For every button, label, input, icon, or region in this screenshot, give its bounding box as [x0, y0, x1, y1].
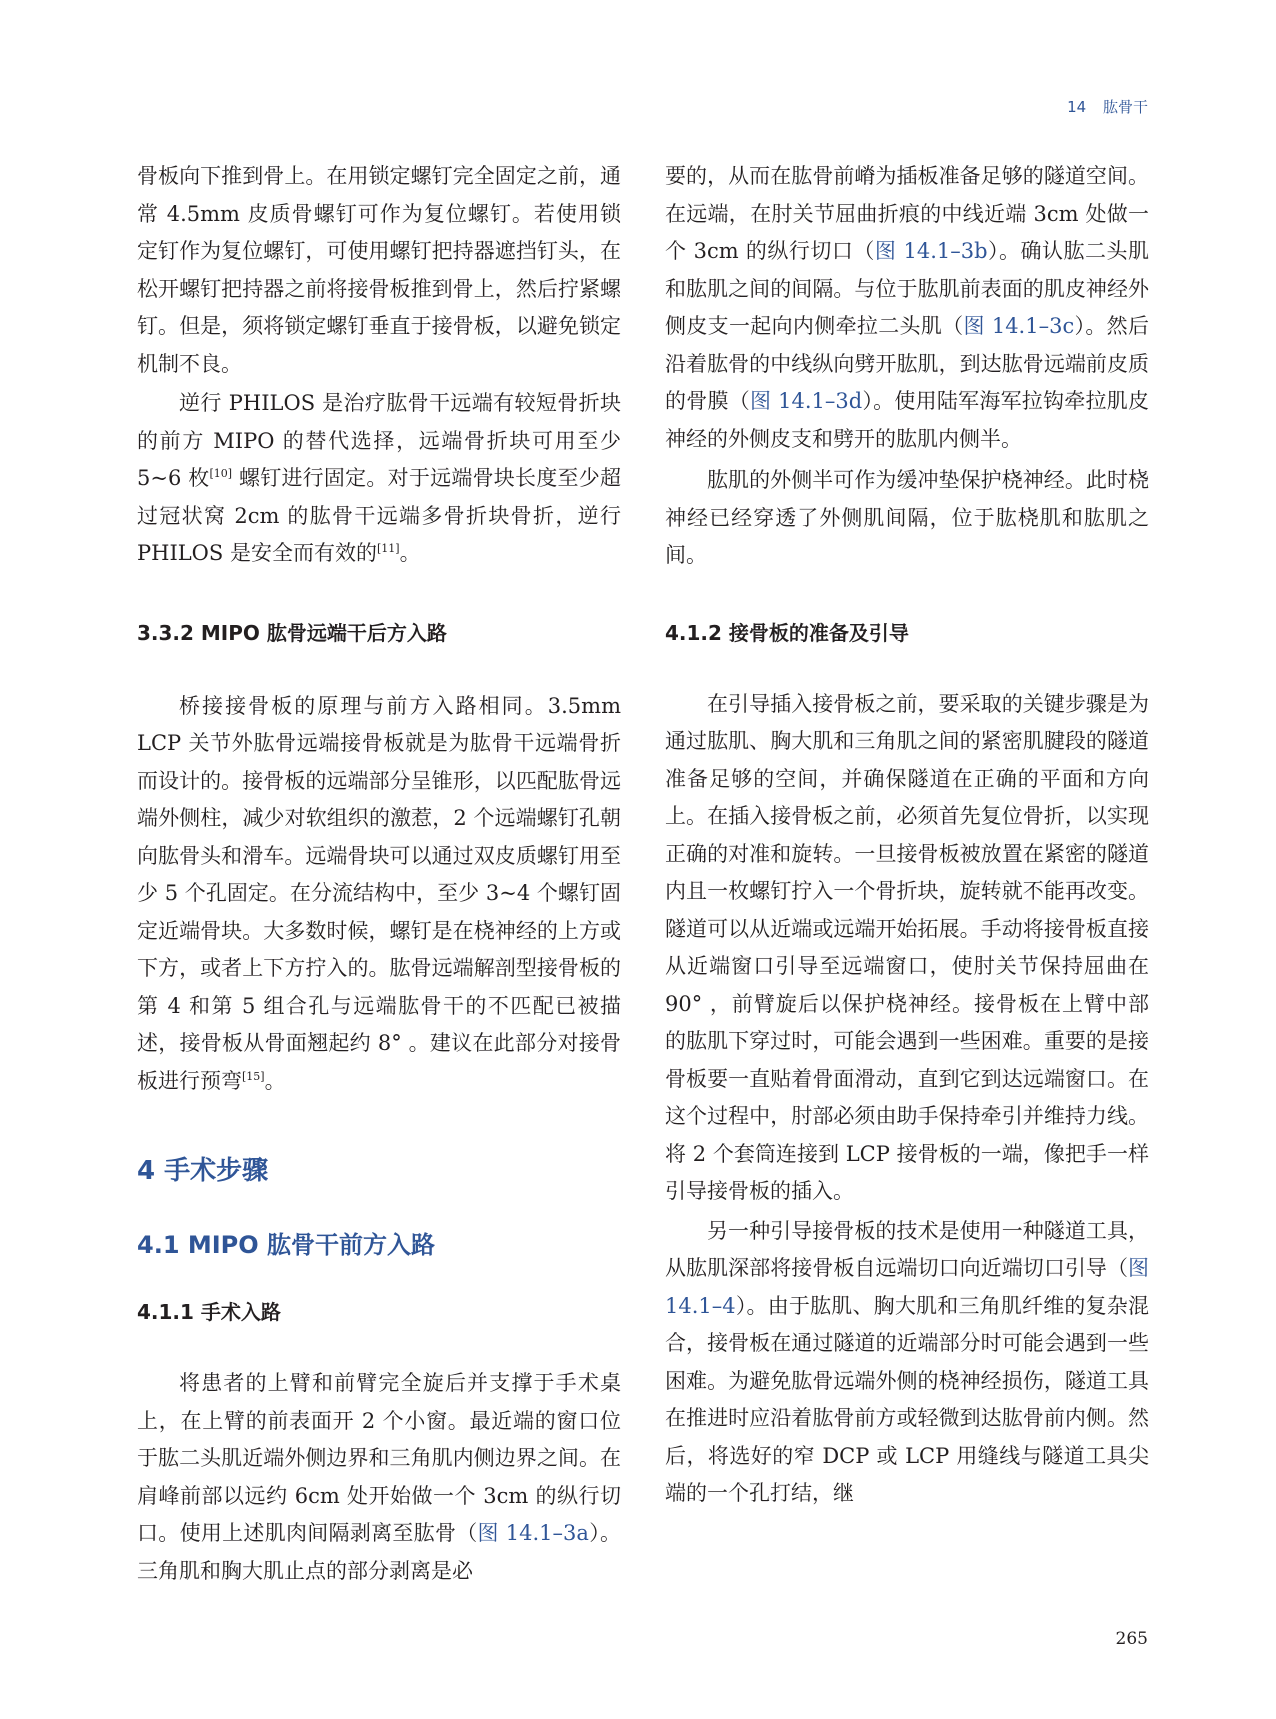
paragraph: 桥接接骨板的原理与前方入路相同。3.5mm LCP 关节外肱骨远端接骨板就是为肱骨干远端骨折而设计的。接骨板的远端部分呈锥形，以匹配肱骨远端外侧柱，减少对软组织的激惹，2 个远端螺钉孔朝向肱骨头和滑车。远端骨块可以通过双皮质螺钉用至少 5 个孔固定。在分流结构中，至少 3~4 个螺钉固定近端骨块。大多数时候，螺钉是在桡神经的上方或下方，或者上下方拧入的。肱骨远端解剖型接骨板的第 4 和第 5 组合孔与远端肱骨干的不匹配已被描述，接骨板从骨面翘起约 8° 。建议在此部分对接骨板进行预弯[15]。	[137, 693, 621, 1093]
right-column	[665, 158, 1149, 1513]
paragraph: 肱肌的外侧半可作为缓冲垫保护桡神经。此时桡神经已经穿透了外侧肌间隔，位于肱桡肌和肱肌之间。	[665, 468, 1149, 567]
paragraph: 将患者的上臂和前臂完全旋后并支撑于手术桌上，在上臂的前表面开 2 个小窗。最近端的窗口位于肱二头肌近端外侧边界和三角肌内侧边界之间。在肩峰前部以远约 6cm 处开始做一个 3cm 的纵行切口。使用上述肌肉间隔剥离至肱骨（图 14.1–3a）。三角肌和胸大肌止点的部分剥离是必	[137, 1371, 622, 1583]
section-heading-3-3-2: 3.3.2 MIPO 肱骨远端干后方入路	[137, 620, 447, 645]
paragraph: 逆行 PHILOS 是治疗肱骨干远端有较短骨折块的前方 MIPO 的替代选择，远端骨折块可用至少 5~6 枚[10] 螺钉进行固定。对于远端骨块长度至少超过冠状窝 2cm 的肱骨干远端多骨折块骨折，逆行 PHILOS 是安全而有效的[11]。	[137, 391, 621, 565]
figure-link[interactable]: 图 14.1–4	[665, 1256, 1149, 1318]
paragraph: 在引导插入接骨板之前，要采取的关键步骤是为通过肱肌、胸大肌和三角肌之间的紧密肌腱段的隧道准备足够的空间，并确保隧道在正确的平面和方向上。在插入接骨板之前，必须首先复位骨折，以实现正确的对准和旋转。一旦接骨板被放置在紧密的隧道内且一枚螺钉拧入一个骨折块，旋转就不能再改变。隧道可以从近端或远端开始拓展。手动将接骨板直接从近端窗口引导至远端窗口，使肘关节保持屈曲在 90° ，前臂旋后以保护桡神经。接骨板在上臂中部的肱肌下穿过时，可能会遇到一些困难。重要的是接骨板要一直贴着骨面滑动，直到它到达远端窗口。在这个过程中，肘部必须由助手保持牵引并维持力线。将 2 个套筒连接到 LCP 接骨板的一端，像把手一样引导接骨板的插入。	[665, 691, 1149, 1203]
figure-link[interactable]: 图 14.1–3b	[874, 239, 988, 263]
paragraph: 骨板向下推到骨上。在用锁定螺钉完全固定之前，通常 4.5mm 皮质骨螺钉可作为复位螺钉。若使用锁定钉作为复位螺钉，可使用螺钉把持器遮挡钉头，在松开螺钉把持器之前将接骨板推到骨上，然后拧紧螺钉。但是，须将锁定螺钉垂直于接骨板，以避免锁定机制不良。	[137, 164, 621, 376]
paragraph: 要的，从而在肱骨前嵴为插板准备足够的隧道空间。在远端，在肘关节屈曲折痕的中线近端 3cm 处做一个 3cm 的纵行切口（图 14.1–3b）。确认肱二头肌和肱肌之间的间隔。与位于肱肌前表面的肌皮神经外侧皮支一起向内侧牵拉二头肌（图 14.1–3c）。然后沿着肱骨的中线纵向劈开肱肌，到达肱骨远端前皮质的骨膜（图 14.1–3d）。使用陆军海军拉钩牵拉肌皮神经的外侧皮支和劈开的肱肌内侧半。	[665, 164, 1150, 451]
figure-link[interactable]: 图 14.1–3a	[477, 1521, 589, 1545]
figure-link[interactable]: 图 14.1–3c	[963, 314, 1075, 338]
section-heading-4-1-1: 4.1.1 手术入路	[137, 1300, 281, 1324]
left-column	[137, 158, 621, 1590]
citation[interactable]: [10]	[209, 467, 233, 480]
running-header	[1067, 96, 1148, 117]
chapter-number: 14	[1067, 98, 1087, 116]
citation[interactable]: [11]	[376, 542, 400, 555]
chapter-heading: 4 手术步骤	[137, 1156, 269, 1186]
paragraph: 另一种引导接骨板的技术是使用一种隧道工具，从肱肌深部将接骨板自远端切口向近端切口引导（图 14.1–4）。由于肱肌、胸大肌和三角肌纤维的复杂混合，接骨板在通过隧道的近端部分时可能会遇到一些困难。为避免肱骨远端外侧的桡神经损伤，隧道工具在推进时应沿着肱骨前方或轻微到达肱骨前内侧。然后，将选好的窄 DCP 或 LCP 用缝线与隧道工具尖端的一个孔打结，继	[665, 1218, 1149, 1505]
page-number: 265	[1115, 1629, 1148, 1649]
figure-link[interactable]: 图 14.1–3d	[749, 389, 863, 413]
section-heading-4-1-2: 4.1.2 接骨板的准备及引导	[665, 620, 909, 645]
chapter-title: 肱骨干	[1102, 98, 1148, 116]
section-heading-4-1: 4.1 MIPO 肱骨干前方入路	[137, 1231, 436, 1259]
citation[interactable]: [15]	[242, 1069, 265, 1083]
